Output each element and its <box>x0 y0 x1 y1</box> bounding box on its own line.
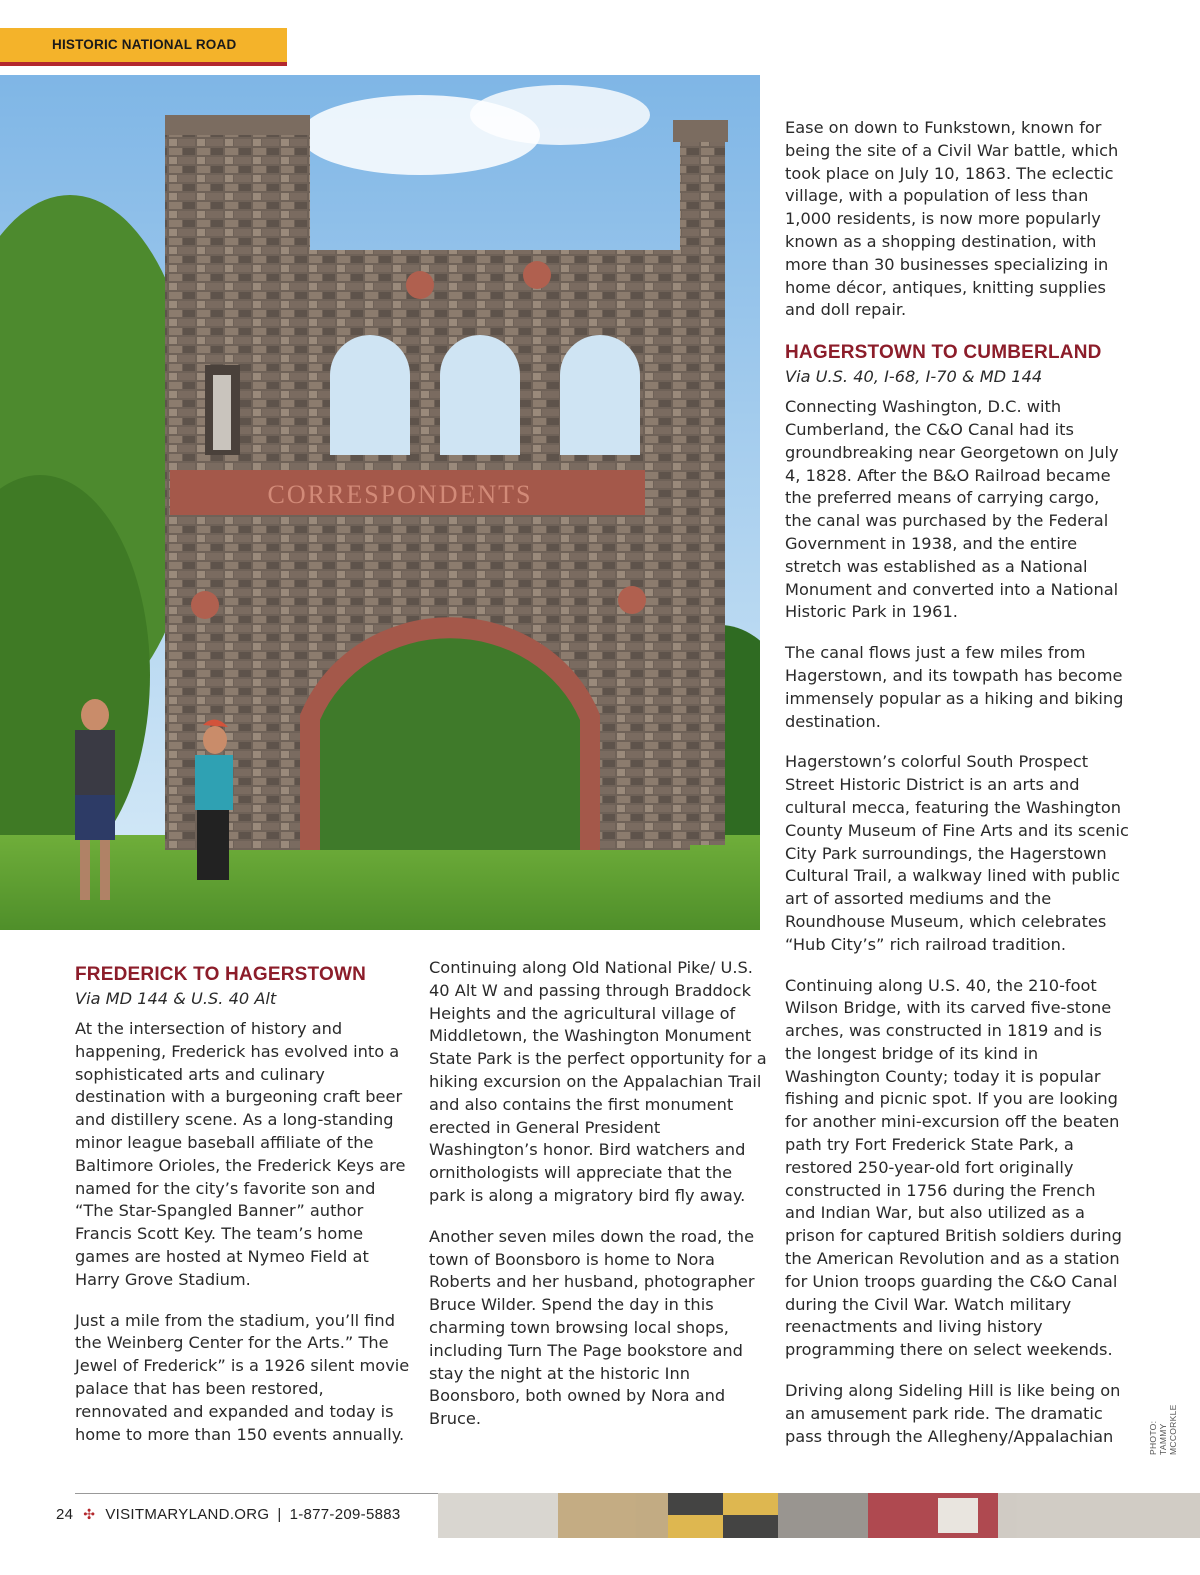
paragraph: Just a mile from the stadium, you’ll find the Weinberg Center for the Arts.” The Jewel of Frederick” is a 1926 silent movie palace that has been restored, rennovated and expanded and today is home to more than 150 events annually. <box>75 1310 410 1444</box>
column-left <box>75 962 415 1464</box>
paragraph: Continuing along U.S. 40, the 210-foot Wilson Bridge, with its carved five-stone arches, was constructed in 1819 and is the longest bridge of its kind in Washington County; today it is popular fishing and picnic spot. If you are looking for another mini-excursion off the beaten path try Fort Frederick State Park, a restored 250-year-old fort originally constructed in 1756 during the French and Indian War, but also utilized as a prison for captured British soldiers during the American Revolution and as a station for Union troops guarding the C&O Canal during the Civil War. Watch military reenactments and living history programming there on select weekends. <box>785 975 1122 1360</box>
footer-rule <box>75 1493 438 1494</box>
column-right <box>785 117 1130 1466</box>
paragraph: Connecting Washington, D.C. with Cumberland, the C&O Canal had its groundbreaking near Georgetown on July 4, 1828. After the B&O Railroad became the preferred means of carrying cargo, the canal was purchased by the Federal Government in 1938, and the entire stretch was established as a National Monument and converted into a National Historic Park in 1961. <box>785 397 1119 622</box>
footer-divider: | <box>277 1506 282 1523</box>
war-correspondents-arch-image <box>0 75 760 930</box>
route-subheading: Via U.S. 40, I-68, I-70 & MD 144 <box>785 367 1043 387</box>
paragraph: The canal flows just a few miles from Hagerstown, and its towpath has become immensely popular as a hiking and biking destination. <box>785 643 1124 731</box>
paragraph: Hagerstown’s colorful South Prospect Street Historic District is an arts and cultural mecca, featuring the Washington County Museum of Fine Arts and its scenic City Park surroundings, the Hagerstown Cultural Trail, a walkway lined with public art of assorted mediums and the Roundhouse Museum, which celebrates “Hub City’s” rich railroad tradition. <box>785 752 1129 954</box>
paragraph: Another seven miles down the road, the town of Boonsboro is home to Nora Roberts and her husband, photographer Bruce Wilder. Spend the day in this charming town browsing local shops, including Turn The Page bookstore and stay the night at the historic Inn Boonsboro, both owned by Nora and Bruce. <box>429 1226 755 1429</box>
paragraph: Ease on down to Funkstown, known for being the site of a Civil War battle, which took place on July 10, 1863. The eclectic village, with a population of less than 1,000 residents, is now more popularly known as a shopping destination, with more than 30 businesses specializing in home décor, antiques, knitting supplies and doll repair. <box>785 118 1119 320</box>
phone-number: 1-877-209-5883 <box>289 1506 401 1523</box>
section-heading-hagerstown: HAGERSTOWN TO CUMBERLAND <box>785 342 1102 364</box>
section-tab-label: HISTORIC NATIONAL ROAD <box>52 37 237 52</box>
hero-photo <box>0 75 760 930</box>
column-middle <box>429 957 767 1449</box>
maryland-flag-strip <box>438 1493 1200 1538</box>
photo-credit: PHOTO: TAMMY MCCORKLE <box>1148 1404 1178 1455</box>
paragraph: Continuing along Old National Pike/ U.S. 40 Alt W and passing through Braddock Heights and the agricultural village of Middletown, the Washington Monument State Park is the perfect opportunity for a hiking excursion on the Appalachian Trail and also contains the first monument erected in General President Washington’s honor. Bird watchers and ornithologists will appreciate that the park is along a migratory bird fly away. <box>429 958 767 1205</box>
page-number: 24 <box>56 1506 74 1523</box>
paragraph: At the intersection of history and happening, Frederick has evolved into a sophisticated arts and culinary destination with a burgeoning craft beer and distillery scene. As a long-standing minor league baseball affiliate of the Baltimore Orioles, the Frederick Keys are named for the city’s favorite son and “The Star-Spangled Banner” author Francis Scott Key. The team’s home games are hosted at Nymeo Field at Harry Grove Stadium. <box>75 1019 406 1289</box>
route-subheading: Via MD 144 & U.S. 40 Alt <box>75 989 277 1008</box>
arch-inscription: CORRESPONDENTS <box>267 480 533 509</box>
website-link[interactable]: VISITMARYLAND.ORG <box>105 1506 270 1523</box>
footer <box>56 1506 401 1523</box>
paragraph: Driving along Sideling Hill is like being on an amusement park ride. The dramatic pass through the Allegheny/Appalachian <box>785 1381 1121 1446</box>
section-heading-frederick: FREDERICK TO HAGERSTOWN <box>75 964 367 985</box>
separator-icon: ✣ <box>83 1506 96 1522</box>
section-tab <box>0 28 287 66</box>
